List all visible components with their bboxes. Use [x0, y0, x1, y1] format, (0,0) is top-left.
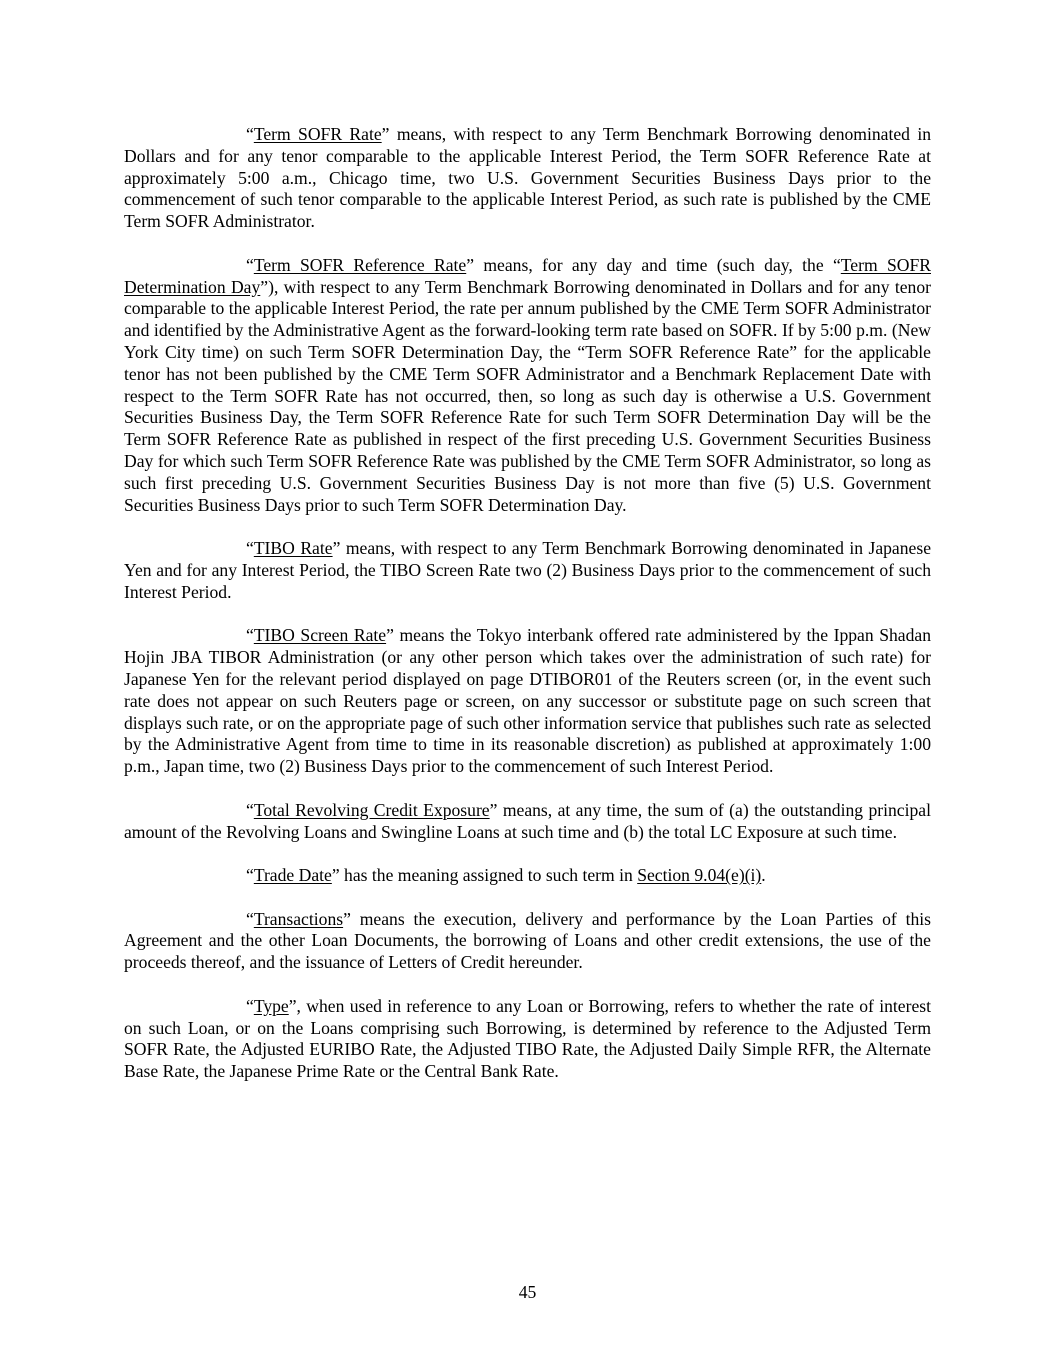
text-segment: ” means the Tokyo interbank offered rate administered by the Ippan Shadan Hojin JBA TIBOR Administration (or any other person which takes over the administration of such rate) for Japanese Yen for the relevant period displayed on page DTIBOR01 of the Reuters screen (or, in the event such rate does not appear on such Reuters page or screen, on any successor or substitute page on such screen that displays such rate, or on the appropriate page of such other information service that publishes such rate as selected by the Administrative Agent from time to time in its reasonable discretion) as published at approximately 1:00 p.m., Japan time, two (2) Business Days prior to the commencement of such Interest Period. — [124, 625, 931, 777]
text-segment: ” means, with respect to any Term Benchmark Borrowing denominated in Japanese Yen and for any Interest Period, the TIBO Screen Rate two (2) Business Days prior to the commencement of such Interest Period. — [124, 538, 932, 602]
text-segment: “ — [246, 538, 254, 559]
definition-tibo-rate — [124, 538, 931, 603]
text-segment: “ — [246, 995, 254, 1016]
text-segment: “ — [246, 254, 254, 275]
definition-term-sofr-reference-rate — [124, 255, 931, 517]
text-segment: “ — [246, 124, 254, 144]
text-segment: “ — [246, 799, 254, 820]
text-segment: ”, when used in reference to any Loan or Borrowing, refers to whether the rate of interest on such Loan, or on the Loans comprising such Borrowing, is determined by reference to the Adjusted Term SOFR Rate, the Adjusted EURIBO Rate, the Adjusted TIBO Rate, the Adjusted Daily Simple RFR, the Alternate Base Rate, the Japanese Prime Rate or the Central Bank Rate. — [124, 995, 931, 1082]
defined-term: TIBO Screen Rate — [253, 625, 387, 646]
defined-term: Term SOFR Determination Day — [124, 254, 931, 297]
defined-term: TIBO Rate — [253, 538, 333, 559]
section-reference: Section 9.04(e)(i) — [637, 865, 762, 886]
definition-term-sofr-rate — [124, 124, 931, 233]
defined-term: Transactions — [253, 908, 344, 929]
page-number: 45 — [518, 1282, 537, 1302]
text-segment: ”), with respect to any Term Benchmark Borrowing denominated in Dollars and for any tenor comparable to the applicable Interest Period, the rate per annum published by the CME Term SOFR Administrator and identified by the Administrative Agent as the forward-looking term rate based on SOFR. If by 5:00 p.m. (New York City time) on such Term SOFR Determination Day, the “Term SOFR Reference Rate” for the applicable tenor has not been published by the CME Term SOFR Administrator and a Benchmark Replacement Date with respect to the Term SOFR Rate has not occurred, then, so long as such day is otherwise a U.S. Government Securities Business Day, the Term SOFR Reference Rate for such Term SOFR Determination Day will be the Term SOFR Reference Rate as published in respect of the first preceding U.S. Government Securities Business Day for which such Term SOFR Reference Rate was published by the CME Term SOFR Administrator, so long as such first preceding U.S. Government Securities Business Day is not more than five (5) U.S. Government Securities Business Days prior to such Term SOFR Determination Day. — [124, 276, 931, 515]
definition-type — [124, 996, 931, 1083]
text-segment: “ — [246, 908, 254, 929]
definition-tibo-screen-rate — [124, 625, 931, 778]
definition-trade-date — [124, 865, 931, 887]
text-segment: . — [761, 865, 766, 886]
defined-term: Type — [253, 995, 289, 1016]
definition-transactions — [124, 909, 931, 974]
text-segment: “ — [246, 625, 254, 646]
defined-term: Term SOFR Reference Rate — [253, 254, 467, 275]
definition-total-revolving-credit-exposure — [124, 800, 931, 844]
text-segment: ” means, for any day and time (such day, the “ — [466, 254, 841, 275]
text-segment: “ — [246, 865, 254, 886]
text-segment: ” means, at any time, the sum of (a) the outstanding principal amount of the Revolving Loans and Swingline Loans at such time and (b) the total LC Exposure at such time. — [124, 799, 932, 842]
document-body — [124, 124, 931, 1105]
text-segment: ” has the meaning assigned to such term in — [331, 865, 638, 886]
defined-term: Total Revolving Credit Exposure — [253, 799, 490, 820]
text-segment: ” means the execution, delivery and performance by the Loan Parties of this Agreement and the other Loan Documents, the borrowing of Loans and other credit extensions, the use of the proceeds thereof, and the issuance of Letters of Credit hereunder. — [124, 908, 931, 973]
text-segment: ” means, with respect to any Term Benchmark Borrowing denominated in Dollars and for any tenor comparable to the applicable Interest Period, the Term SOFR Reference Rate at approximately 5:00 a.m., Chicago time, two U.S. Government Securities Business Days prior to the commencement of such tenor comparable to the applicable Interest Period, as such rate is published by the CME Term SOFR Administrator. — [124, 124, 932, 232]
defined-term: Trade Date — [253, 865, 332, 886]
defined-term: Term SOFR Rate — [253, 124, 382, 144]
